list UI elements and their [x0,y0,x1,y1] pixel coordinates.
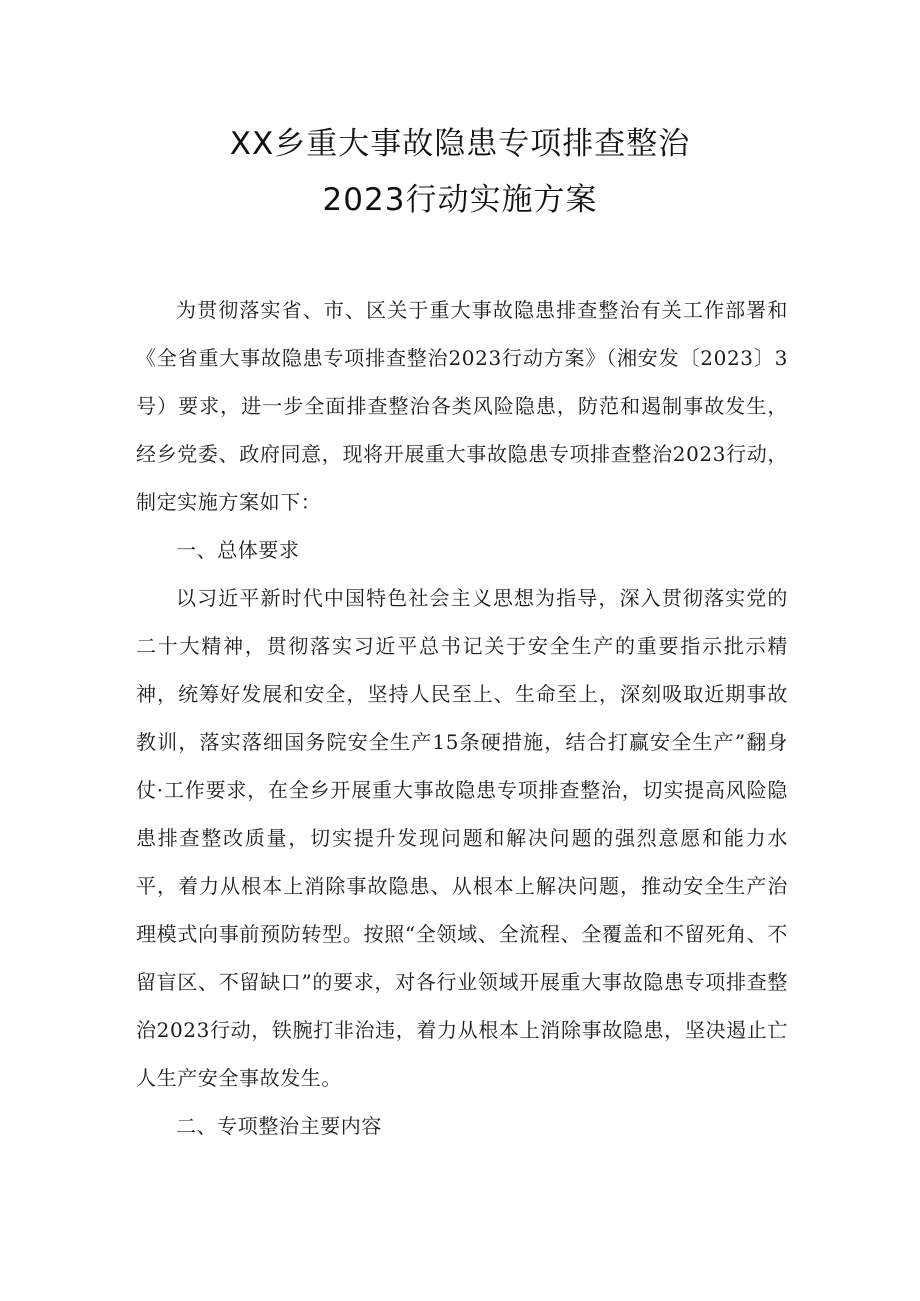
section-2-heading: 二、专项整治主要内容 [176,1114,382,1138]
intro-paragraph: 为贯彻落实省、市、区关于重大事故隐患排查整治有关工作部署和《全省重大事故隐患专项排查整治2023行动方案》（湘安发〔2023〕3号）要求，进一步全面排查整治各类风险隐患，防范和遏制事故发生，经乡党委、政府同意，现将开展重大事故隐患专项排查整治2023行动，制定实施方案如下： [136,298,788,514]
document-body [136,286,788,1150]
document-title-line-2: 2023行动实施方案 [322,182,598,218]
section-1-paragraph: 以习近平新时代中国特色社会主义思想为指导，深入贯彻落实党的二十大精神，贯彻落实习近平总书记关于安全生产的重要指示批示精神，统筹好发展和安全，坚持人民至上、生命至上，深刻吸取近期事故教训，落实落细国务院安全生产15条硬措施，结合打赢安全生产”翻身仗·工作要求，在全乡开展重大事故隐患专项排查整治，切实提高风险隐患排查整改质量，切实提升发现问题和解决问题的强烈意愿和能力水平，着力从根本上消除事故隐患、从根本上解决问题，推动安全生产治理模式向事前预防转型。按照“全领域、全流程、全覆盖和不留死角、不留盲区、不留缺口”的要求，对各行业领域开展重大事故隐患专项排查整治2023行动，铁腕打非治违，着力从根本上消除事故隐患，坚决遏止亡人生产安全事故发生。 [136,586,788,1090]
document-title-line-1: XX乡重大事故隐患专项排查整治 [229,126,691,162]
section-1-heading: 一、总体要求 [176,538,300,562]
